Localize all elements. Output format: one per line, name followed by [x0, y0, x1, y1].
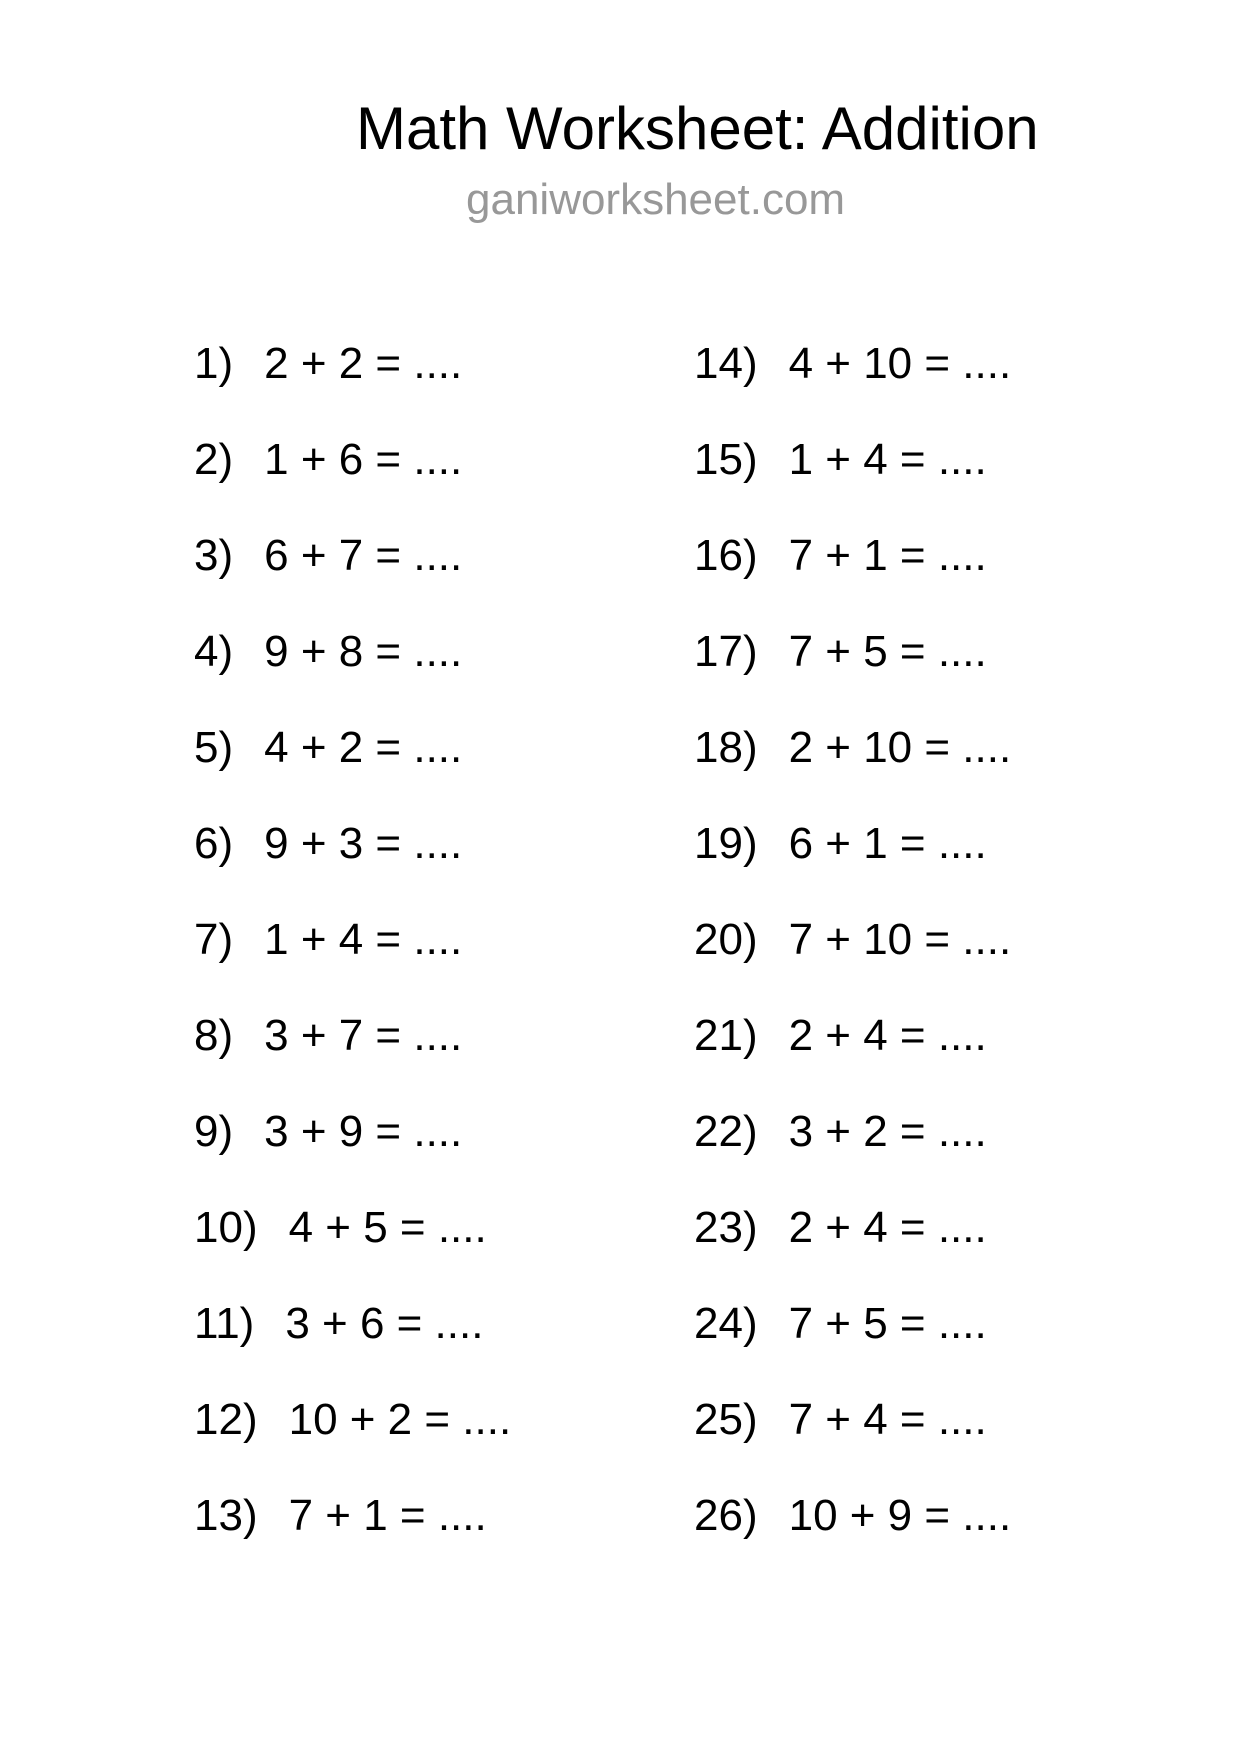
- problem-row: [694, 627, 1011, 726]
- problem-expression: 2 + 10 = ....: [788, 723, 1012, 772]
- problem-row: [194, 819, 511, 918]
- problem-expression: 3 + 2 = ....: [788, 1107, 987, 1156]
- problem-number: 10): [194, 1203, 258, 1252]
- problem-row: [194, 531, 511, 630]
- problem-number: 22): [694, 1107, 758, 1156]
- problem-row: [194, 1011, 511, 1110]
- problem-number: 4): [194, 627, 234, 676]
- problem-number: 12): [194, 1395, 258, 1444]
- problem-number: 2): [194, 435, 234, 484]
- problem-expression: 7 + 5 = ....: [788, 627, 987, 676]
- problem-expression: 7 + 4 = ....: [788, 1395, 987, 1444]
- problem-expression: 9 + 3 = ....: [264, 819, 463, 868]
- problem-row: [194, 915, 511, 1014]
- problems-column-left: [194, 339, 512, 1590]
- problem-number: 18): [694, 723, 758, 772]
- problem-expression: 1 + 4 = ....: [788, 435, 987, 484]
- problem-number: 13): [194, 1491, 258, 1540]
- problem-expression: 7 + 10 = ....: [788, 915, 1012, 964]
- problem-expression: 7 + 1 = ....: [788, 531, 987, 580]
- problem-row: [694, 1395, 1011, 1494]
- problem-row: [194, 1203, 511, 1302]
- page-title: Math Worksheet: Addition: [356, 95, 1039, 162]
- problem-row: [194, 435, 511, 534]
- problem-row: [694, 1299, 1011, 1398]
- problem-number: 25): [694, 1395, 758, 1444]
- problem-expression: 7 + 5 = ....: [788, 1299, 987, 1348]
- problem-row: [194, 339, 511, 438]
- problem-row: [194, 1491, 511, 1590]
- problem-number: 19): [694, 819, 758, 868]
- problem-number: 5): [194, 723, 234, 772]
- problem-number: 20): [694, 915, 758, 964]
- problem-expression: 3 + 7 = ....: [264, 1011, 463, 1060]
- problem-number: 1): [194, 339, 234, 388]
- problem-row: [694, 1203, 1011, 1302]
- problem-row: [694, 819, 1011, 918]
- problem-number: 24): [694, 1299, 758, 1348]
- problem-number: 7): [194, 915, 234, 964]
- site-credit: ganiworksheet.com: [466, 175, 846, 224]
- problem-number: 23): [694, 1203, 758, 1252]
- problem-expression: 2 + 4 = ....: [788, 1011, 987, 1060]
- problem-expression: 3 + 9 = ....: [264, 1107, 463, 1156]
- problem-expression: 9 + 8 = ....: [264, 627, 463, 676]
- problem-expression: 4 + 5 = ....: [288, 1203, 487, 1252]
- problem-expression: 10 + 9 = ....: [788, 1491, 1012, 1540]
- problem-row: [694, 1107, 1011, 1206]
- problem-expression: 7 + 1 = ....: [288, 1491, 487, 1540]
- problem-number: 8): [194, 1011, 234, 1060]
- problem-number: 26): [694, 1491, 758, 1540]
- problem-row: [194, 1395, 512, 1494]
- problem-row: [194, 723, 511, 822]
- problem-number: 6): [194, 819, 234, 868]
- problem-number: 15): [694, 435, 758, 484]
- problem-number: 11): [194, 1299, 255, 1348]
- problem-expression: 3 + 6 = ....: [285, 1299, 484, 1348]
- problem-expression: 1 + 4 = ....: [264, 915, 463, 964]
- problem-expression: 2 + 2 = ....: [264, 339, 463, 388]
- problem-number: 9): [194, 1107, 234, 1156]
- problem-expression: 10 + 2 = ....: [288, 1395, 512, 1444]
- problem-row: [194, 627, 511, 726]
- problem-row: [694, 531, 1011, 630]
- problem-expression: 4 + 2 = ....: [264, 723, 463, 772]
- problem-row: [694, 1011, 1011, 1110]
- problem-number: 21): [694, 1011, 758, 1060]
- problem-row: [694, 915, 1012, 1014]
- problem-row: [694, 723, 1012, 822]
- problem-expression: 4 + 10 = ....: [788, 339, 1012, 388]
- problem-row: [694, 435, 1011, 534]
- problems-column-right: [694, 339, 1012, 1590]
- problem-expression: 6 + 7 = ....: [264, 531, 463, 580]
- problem-number: 14): [694, 339, 758, 388]
- problem-row: [194, 1299, 511, 1398]
- problem-row: [694, 1491, 1012, 1590]
- problem-row: [694, 339, 1012, 438]
- problem-expression: 1 + 6 = ....: [264, 435, 463, 484]
- problem-row: [194, 1107, 511, 1206]
- problem-expression: 2 + 4 = ....: [788, 1203, 987, 1252]
- problem-expression: 6 + 1 = ....: [788, 819, 987, 868]
- problem-number: 16): [694, 531, 758, 580]
- problem-number: 17): [694, 627, 758, 676]
- problem-number: 3): [194, 531, 234, 580]
